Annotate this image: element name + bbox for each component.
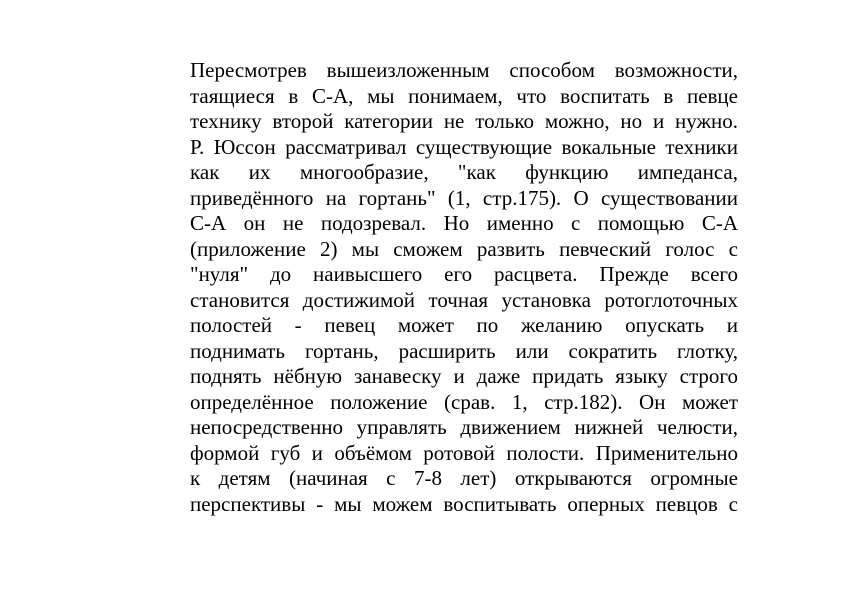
- text-line-7: С-А он не подозревал. Но именно с помощью С-А: [190, 211, 738, 235]
- text-line-18: перспективы - мы можем воспитывать оперных певцов с: [190, 491, 738, 516]
- text-line-9: "нуля" до наивысшего его расцвета. Прежде всего: [190, 262, 738, 286]
- text-line-8: (приложение 2) мы сможем развить певческий голос с: [190, 236, 738, 261]
- text-line-11: полостей - певец может по желанию опускать и: [190, 313, 738, 337]
- text-line-2: таящиеся в С-А, мы понимаем, что воспитать в певце: [190, 83, 738, 108]
- text-line-10: становится достижимой точная установка ротоглоточных: [190, 287, 738, 312]
- text-line-14: определённое положение (срав. 1, стр.182). Он может: [190, 389, 738, 414]
- text-line-13: поднять нёбную занавеску и даже придать языку строго: [190, 364, 738, 388]
- text-line-12: поднимать гортань, расширить или сократить глотку,: [190, 338, 738, 363]
- text-line-4: Р. Юссон рассматривал существующие вокальные техники: [190, 134, 738, 159]
- body-paragraph: [190, 58, 738, 517]
- text-line-16: формой губ и объёмом ротовой полости. Применительно: [190, 440, 738, 465]
- text-line-3: технику второй категории не только можно, но и нужно.: [190, 109, 738, 133]
- text-line-15: непосредственно управлять движением нижней челюсти,: [190, 415, 738, 439]
- text-line-17: к детям (начиная с 7-8 лет) открываются огромные: [190, 466, 738, 490]
- text-line-5: как их многообразие, "как функцию импеданса,: [190, 160, 738, 184]
- text-line-6: приведённого на гортань" (1, стр.175). О существовании: [190, 185, 738, 210]
- text-line-1: Пересмотрев вышеизложенным способом возможности,: [190, 58, 738, 82]
